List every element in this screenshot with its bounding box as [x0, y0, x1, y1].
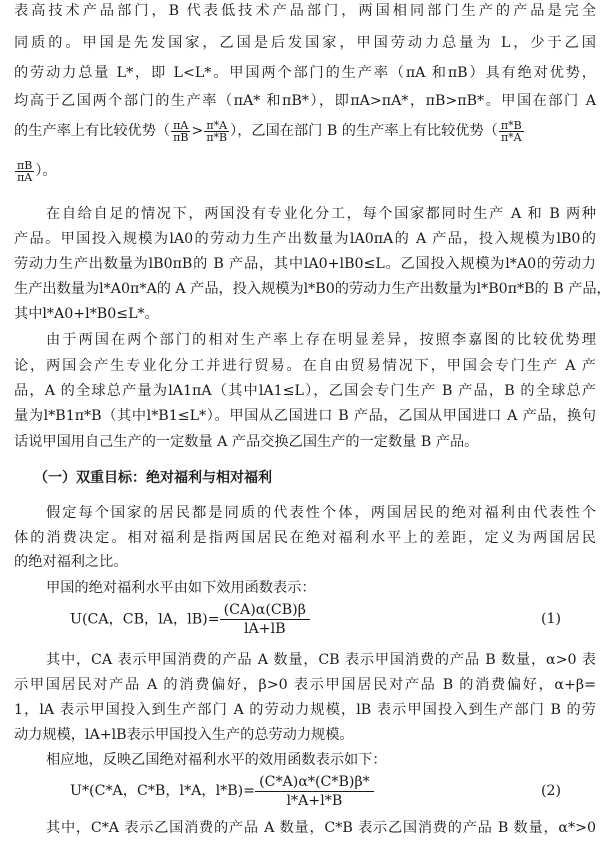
text-line: 品，A 的全球总产量为lA1πA（其中lA1≤L），乙国会专门生产 B 产品，B 的全球总产 — [14, 383, 596, 399]
equation-fraction — [255, 773, 374, 810]
fraction-numerator: πA — [171, 120, 190, 132]
text-line: 同质的。甲国是先发国家，乙国是后发国家，甲国劳动力总量为 L，少于乙国 — [14, 35, 596, 51]
text-line: 量为l*B1π*B（其中l*B1≤L*）。甲国从乙国进口 B 产品，乙国从甲国进口 A 产品，换句 — [14, 408, 596, 424]
paragraph-first-line: 在自给自足的情况下，两国没有专业化分工，每个国家都同时生产 A 和 B 两种 — [46, 206, 596, 222]
fraction-numerator: πB — [17, 158, 33, 172]
equation-body — [70, 772, 374, 810]
fraction — [171, 120, 190, 143]
text-line: 的绝对福利之比。 — [14, 554, 128, 570]
fraction-denominator: π*B — [206, 130, 228, 144]
fraction — [15, 160, 34, 183]
fraction-denominator: πB — [173, 130, 189, 144]
equation-denominator: l*A+l*B — [286, 792, 343, 809]
fraction — [499, 120, 524, 143]
equation-2 — [0, 772, 611, 810]
equation-numerator: (C*A)α*(C*B)β* — [255, 773, 374, 792]
equation-1 — [0, 601, 611, 637]
equation-lhs: U*(C*A，C*B，l*A，l*B)= — [70, 783, 256, 799]
fraction-denominator: π*A — [500, 130, 522, 144]
fraction-numerator: π*A — [204, 120, 229, 132]
equation-lhs: U(CA，CB，lA，lB)= — [70, 611, 220, 628]
text-segment: （ — [155, 123, 171, 139]
paragraph-first-line: 其中，CA 表示甲国消费的产品 A 数量，CB 表示甲国消费的产品 B 数量，α>0 表 — [46, 652, 596, 668]
fraction — [204, 120, 229, 143]
equation-number: (1) — [541, 611, 562, 627]
text-line: 示甲国居民对产品 A 的消费偏好，β>0 表示甲国居民对产品 B 的消费偏好，α+β= — [14, 677, 596, 693]
equation-number: (2) — [541, 783, 562, 799]
fraction-denominator: πA — [17, 170, 33, 184]
text-line: 的劳动力总量 L*，即 L<L*。甲国两个部门的生产率（πA 和πB）具有绝对优势， — [14, 65, 596, 81]
equation-denominator: lA+lB — [243, 621, 286, 637]
text-line: 生产出数量为l*A0π*A的 A 产品，投入规模为l*B0的劳动力生产出数量为l*B0π*B的 B 产品， — [14, 281, 611, 297]
section-heading: （一）双重目标：绝对福利与相对福利 — [34, 470, 272, 486]
fraction-numerator: π*B — [500, 118, 522, 132]
text-line: 论，两国会产生专业化分工并进行贸易。在自由贸易情况下，甲国会专门生产 A 产 — [14, 358, 596, 374]
text-line: 劳动力生产出数量为lB0πB的 B 产品，其中lA0+lB0≤L。乙国投入规模为l*A0的劳动力 — [14, 256, 596, 272]
text-line: 话说甲国用自己生产的一定数量 A 产品交换乙国生产的一定数量 B 产品。 — [14, 434, 479, 450]
text-line: 甲国的绝对福利水平由如下效用函数表示： — [46, 580, 316, 596]
greater-than-sign: > — [191, 123, 204, 139]
paragraph-first-line: 假定每个国家的居民都是同质的代表性个体，两国居民的绝对福利由代表性个 — [46, 505, 596, 521]
text-line: 产品。甲国投入规模为lA0的劳动力生产出数量为lA0πA的 A 产品，投入规模为lB0的 — [14, 231, 596, 247]
equation-body — [70, 601, 310, 638]
text-line: 均高于乙国两个部门的生产率（πA* 和πB*），即πA>πA*，πB>πB*。甲国在部门 A — [14, 93, 596, 109]
paragraph-first-line: 由于两国在两个部门的相对生产率上存在明显差异，按照李嘉图的比较优势理 — [46, 332, 596, 348]
equation-numerator: (CA)α(CB)β — [220, 601, 310, 620]
text-line: 动力规模，lA+lB表示甲国投入生产的总劳动力规模。 — [14, 727, 354, 743]
text-line: 表高技术产品部门，B 代表低技术产品部门，两国相同部门生产的产品是完全 — [14, 3, 596, 19]
text-line — [14, 156, 596, 186]
text-line: 其中l*A0+l*B0≤L*。 — [14, 306, 159, 322]
text-line: 体的消费决定。相对福利是指两国居民在绝对福利水平上的差距，定义为两国居民 — [14, 530, 596, 546]
equation-fraction — [220, 601, 310, 638]
text-line: 1，lA 表示甲国投入到生产部门 A 的劳动力规模，lB 表示甲国投入到生产部门 B 的劳 — [14, 702, 596, 718]
text-line: 相应地，反映乙国绝对福利水平的效用函数表示如下： — [46, 752, 387, 768]
paragraph-first-line: 其中，C*A 表示乙国消费的产品 A 数量，C*B 表示乙国消费的产品 B 数量，α*>0 — [46, 820, 596, 836]
text-segment: ），乙国在部门 B 的生产率上有比较优势（ — [230, 123, 498, 139]
text-segment: ）。 — [35, 163, 57, 179]
text-line — [14, 116, 596, 146]
text-segment: 的生产率上有比较优势 — [14, 123, 156, 139]
